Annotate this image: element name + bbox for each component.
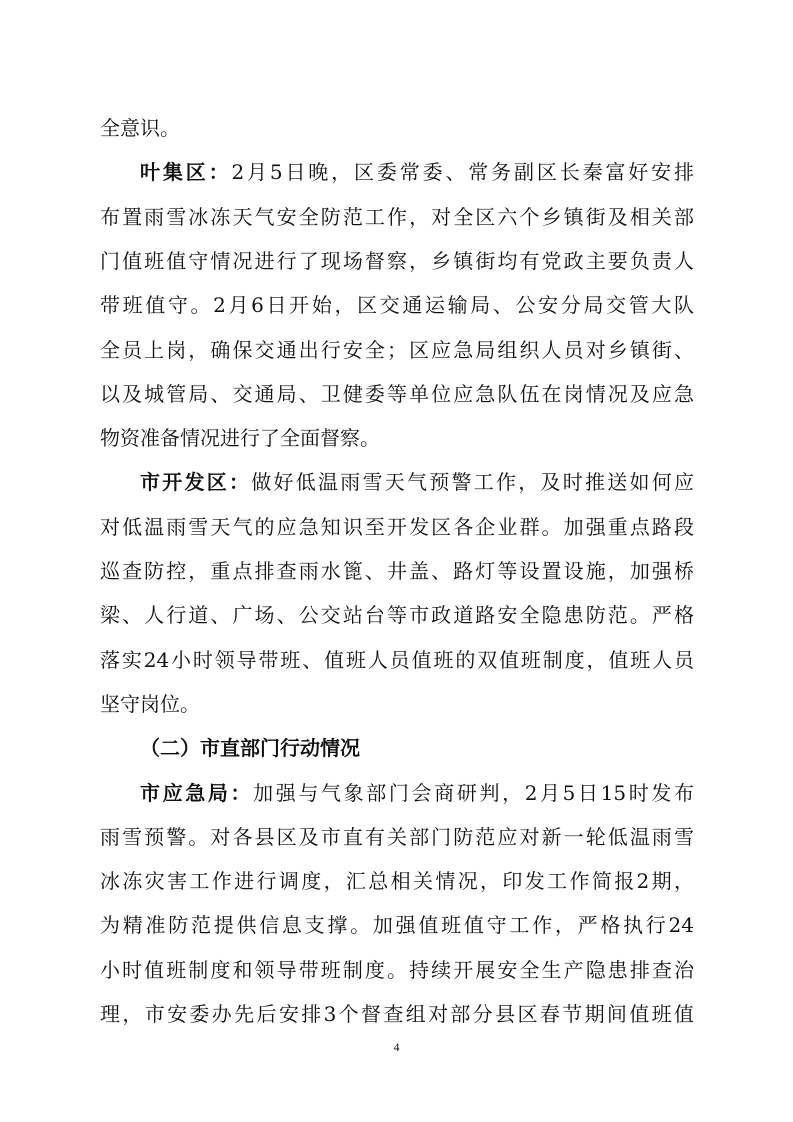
- line-text: 小时值班制度和领导带班制度。持续开展安全生产隐患排查治: [100, 958, 694, 982]
- text-line: [100, 867, 694, 895]
- bold-heading-text: （二）市直部门行动情况: [140, 736, 360, 760]
- line-text: 梁、人行道、广场、公交站台等市政道路安全隐患防范。严格: [100, 603, 694, 627]
- text-line: [100, 291, 694, 319]
- text-line: [100, 336, 694, 364]
- line-text: 冰冻灾害工作进行调度，汇总相关情况，印发工作简报2期，: [100, 869, 694, 893]
- line-text: 全意识。: [100, 116, 180, 140]
- line-text: 物资准备情况进行了全面督察。: [100, 426, 380, 450]
- text-line: [140, 468, 694, 496]
- text-line: [100, 956, 694, 984]
- line-text: 为精准防范提供信息支撑。加强值班值守工作，严格执行24: [100, 913, 694, 937]
- line-text: 巡查防控，重点排查雨水篦、井盖、路灯等设置设施，加强桥: [100, 559, 694, 583]
- bold-heading-text: 市应急局：: [140, 781, 254, 805]
- page-number: 4: [393, 1040, 400, 1054]
- text-line: [100, 424, 694, 452]
- text-line: [100, 690, 694, 718]
- text-line: [140, 779, 694, 807]
- text-line: [100, 247, 694, 275]
- bold-heading-text: 叶集区：: [140, 160, 232, 184]
- text-line: [100, 1000, 694, 1028]
- line-text: 落实24小时领导带班、值班人员值班的双值班制度，值班人员: [100, 648, 694, 672]
- line-text: 全员上岗，确保交通出行安全；区应急局组织人员对乡镇街、: [100, 338, 694, 362]
- line-text: 对低温雨雪天气的应急知识至开发区各企业群。加强重点路段: [100, 515, 694, 539]
- text-line: [100, 911, 694, 939]
- line-text: 雨雪预警。对各县区及市直有关部门防范应对新一轮低温雨雪: [100, 825, 694, 849]
- line-text: 以及城管局、交通局、卫健委等单位应急队伍在岗情况及应急: [100, 382, 694, 406]
- text-line: [100, 601, 694, 629]
- line-text: 门值班值守情况进行了现场督察，乡镇街均有党政主要负责人: [100, 249, 694, 273]
- text-line: [100, 114, 694, 142]
- text-line: [140, 734, 694, 762]
- text-line: [100, 557, 694, 585]
- line-text: 带班值守。2月6日开始，区交通运输局、公安分局交管大队: [100, 293, 694, 317]
- text-line: [100, 823, 694, 851]
- text-line: [100, 646, 694, 674]
- line-text: 坚守岗位。: [100, 692, 200, 716]
- text-line: [100, 203, 694, 231]
- line-text: 2月5日晚，区委常委、常务副区长秦富好安排: [231, 160, 695, 184]
- line-text: 布置雨雪冰冻天气安全防范工作，对全区六个乡镇街及相关部: [100, 205, 694, 229]
- line-text: 理，市安委办先后安排3个督查组对部分县区春节期间值班值: [100, 1002, 694, 1026]
- text-line: [140, 158, 694, 186]
- bold-heading-text: 市开发区：: [140, 470, 252, 494]
- text-line: [100, 380, 694, 408]
- line-text: 做好低温雨雪天气预警工作，及时推送如何应: [251, 470, 694, 494]
- line-text: 加强与气象部门会商研判，2月5日15时发布: [253, 781, 695, 805]
- text-line: [100, 513, 694, 541]
